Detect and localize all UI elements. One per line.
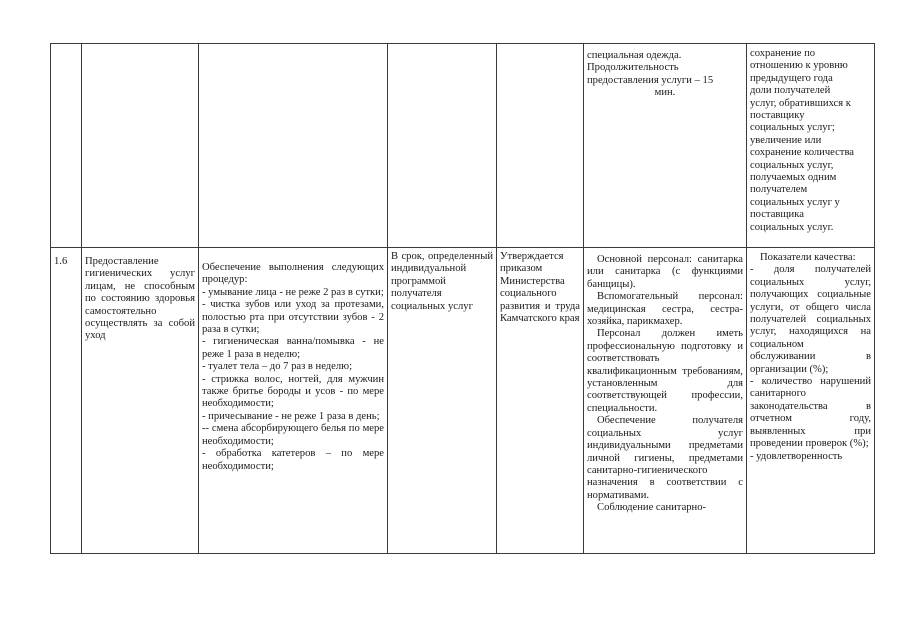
text-line: Продолжительность <box>587 62 679 74</box>
cell-quality-continuation <box>747 44 875 248</box>
staff-paragraph: Соблюдение санитарно- <box>597 502 707 514</box>
table-row-1-6 <box>51 248 875 554</box>
text-line: социальных услуг; <box>750 122 835 134</box>
text-line: доли получателей <box>750 85 831 97</box>
procedure-item: - обработка катетеров – по мере необходимости; <box>202 448 384 472</box>
procedure-item: - туалет тела – до 7 раз в неделю; <box>202 361 353 373</box>
staff-paragraph: Обеспечение получателя социальных услуг индивидуальными предметами личной гигиены, предметами санитарно-гигиенического назначения в соответствии с нормативами. <box>587 415 743 501</box>
text-line: отношению к уровню <box>750 60 848 72</box>
text-line: сохранение количества <box>750 147 855 159</box>
procedure-item: - причесывание - не реже 1 раза в день; <box>202 410 380 422</box>
cell-term <box>388 248 497 554</box>
service-name: Предоставление гигиенических услуг лицам, не способным по состоянию здоровья самостоятельно осуществлять за собой уход <box>85 256 195 342</box>
text-line: социальных услуг, <box>750 159 834 171</box>
row-number: 1.6 <box>54 256 68 267</box>
procedure-item: -- смена абсорбирующего белья по мере необходимости; <box>202 423 384 447</box>
text-line: услуг, обратившихся к <box>750 97 851 109</box>
quality-item: - доля получателей социальных услуг, получающих социальные услуги, от общего числа получателей социальных услуг, находящихся на социальном обслуживании в организации (%); <box>750 264 871 375</box>
cell-name-empty <box>82 44 199 248</box>
text-line: поставщику <box>750 110 805 122</box>
text-line: увеличение или <box>750 134 822 146</box>
text-line: социальных услуг у <box>750 196 840 208</box>
procedure-item: Обеспечение выполнения следующих процедур: <box>202 262 384 286</box>
text-line: социальных услуг. <box>750 221 834 233</box>
cell-approved <box>497 248 584 554</box>
cell-procedures <box>199 248 388 554</box>
approval-text: Утверждается приказом Министерства социального развития и труда Камчатского края <box>500 251 580 325</box>
quality-item: - удовлетворенность <box>750 450 843 462</box>
cell-number-empty <box>51 44 82 248</box>
cell-staff <box>584 248 747 554</box>
service-term: В срок, определенный индивидуальной программой получателя социальных услуг <box>391 251 493 312</box>
procedure-item: - чистка зубов или уход за протезами, полостью рта при отсутствии зубов - 2 раза в сутки; <box>202 299 384 336</box>
quality-continuation-lines <box>750 48 871 234</box>
staff-paragraph: Основной персонал: санитарка или санитарка (с функциями банщицы). <box>587 254 743 290</box>
cell-quality <box>747 248 875 554</box>
cell-number <box>51 248 82 554</box>
text-line: поставщика <box>750 209 804 221</box>
quality-item: - количество нарушений санитарного законодательства в отчетном году, выявленных при проведении проверок (%); <box>750 376 871 450</box>
text-line-part: сохранение по <box>750 48 816 59</box>
staff-paragraph: Персонал должен иметь профессиональную подготовку и соответствовать квалификационным требованиям, установленным для соответствующей профессии, специальности. <box>587 328 743 414</box>
text-line: получателем <box>750 184 808 196</box>
staff-paragraph: Вспомогательный персонал: медицинская сестра, сестра-хозяйка, парикмахер. <box>587 291 743 328</box>
procedure-item: - стрижка волос, ногтей, для мужчин также бритье бороды и усов - по мере необходимости; <box>202 373 384 410</box>
procedure-item: - умывание лица - не реже 2 раз в сутки; <box>202 286 384 298</box>
text-line: мин. <box>654 87 676 99</box>
text-line: специальная одежда. <box>587 50 682 61</box>
services-table <box>50 43 875 554</box>
cell-term-empty <box>388 44 497 248</box>
text-line: получаемых одним <box>750 172 837 184</box>
text-line <box>750 48 871 60</box>
procedure-item: - гигиеническая ванна/помывка - не реже 1 раза в неделю; <box>202 336 384 360</box>
text-line: предыдущего года <box>750 72 833 84</box>
cell-procedures-empty <box>199 44 388 248</box>
cell-staff-continuation <box>584 44 747 248</box>
cell-approved-empty <box>497 44 584 248</box>
text-line: предоставления услуги – 15 <box>587 74 714 86</box>
table-row-continuation <box>51 44 875 248</box>
quality-heading: Показатели качества: <box>760 252 856 263</box>
cell-service-name <box>82 248 199 554</box>
